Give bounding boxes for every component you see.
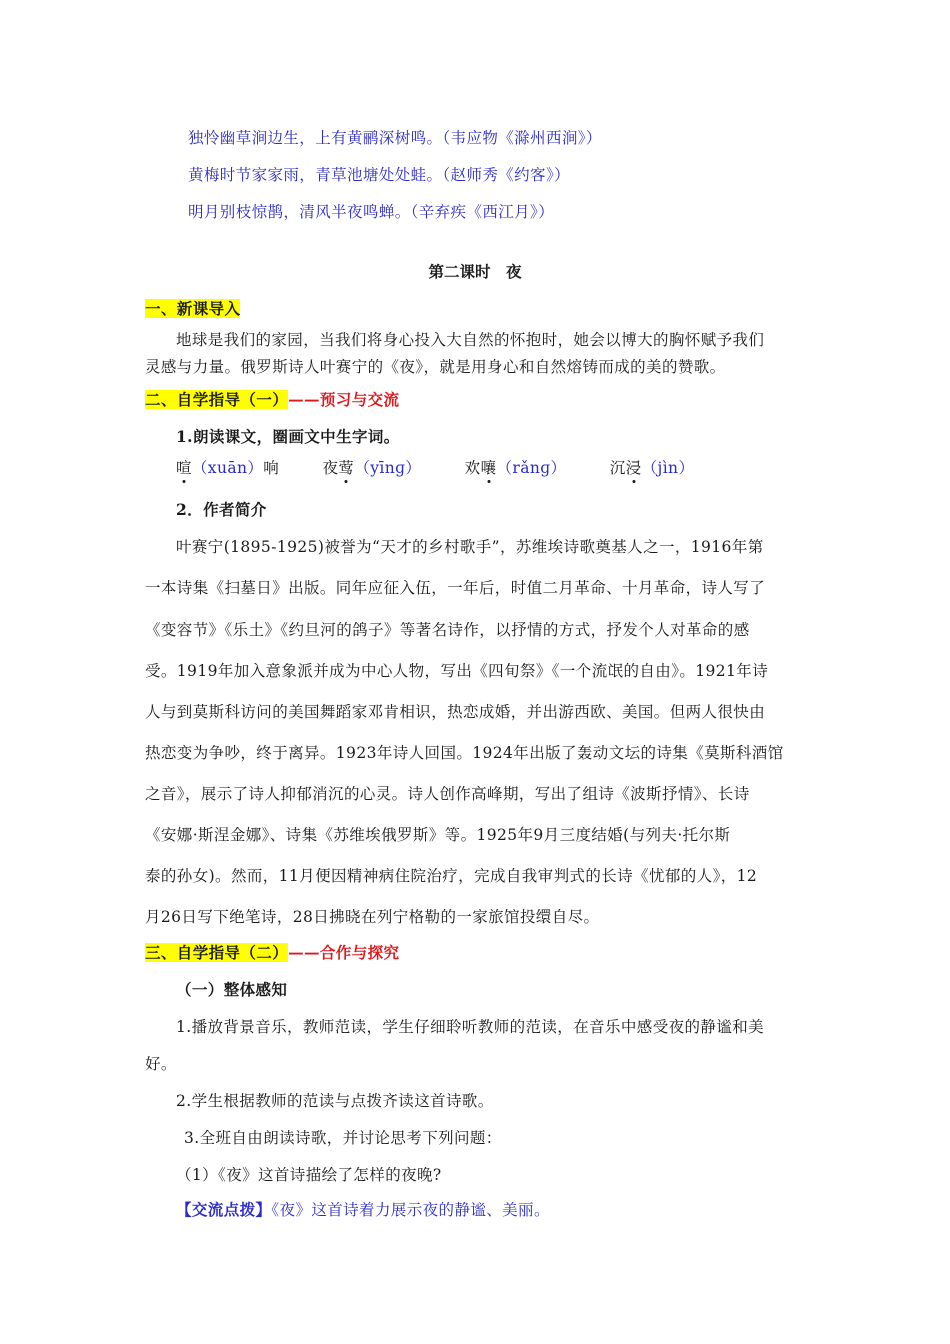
bio-line: 受。1919年加入意象派并成为中心人物，写出《四旬祭》《一个流氓的自由》。1921年诗 [145, 662, 769, 680]
paragraph-line: 地球是我们的家园，当我们将身心投入大自然的怀抱时，她会以博大的胸怀赋予我们 [176, 331, 765, 349]
answer-text: 《夜》这首诗着力展示夜的静谧、美丽。 [271, 1201, 550, 1219]
paragraph-line: 灵感与力量。俄罗斯诗人叶赛宁的《夜》，就是用身心和自然熔铸而成的美的赞歌。 [145, 358, 726, 376]
vocab-word: 欢嚷（rǎnɡ） [464, 459, 567, 477]
vocab-row [176, 456, 856, 478]
vocab-word: 夜莺（yīnɡ） [322, 459, 422, 477]
vocab-word: 沉浸（jìn） [609, 459, 695, 477]
section-heading-text: 三、自学指导（二） [145, 943, 289, 962]
bio-line: 《安娜·斯涅金娜》、诗集《苏维埃俄罗斯》等。1925年9月三度结婚(与列夫·托尔斯 [145, 826, 731, 844]
paragraph-line: 好。 [145, 1055, 177, 1073]
lesson-title: 第二课时 夜 [428, 262, 522, 281]
paragraph-line: 2.学生根据教师的范读与点拨齐读这首诗歌。 [176, 1092, 494, 1110]
poem-line: 独怜幽草涧边生，上有黄鹂深树鸣。（韦应物《滁州西涧》） [188, 129, 602, 147]
list-item: 1.朗读课文，圈画文中生字词。 [176, 427, 400, 446]
bio-line: 《变容节》《乐土》《约旦河的鸽子》等著名诗作，以抒情的方式，抒发个人对革命的感 [145, 621, 750, 639]
question-line: （1）《夜》这首诗描绘了怎样的夜晚? [176, 1166, 442, 1184]
section-heading-text: 二、自学指导（一） [145, 390, 289, 409]
answer-line [176, 1198, 856, 1220]
subsection-heading: （一）整体感知 [176, 980, 288, 999]
section-heading [145, 388, 825, 410]
answer-label: 【交流点拨】 [176, 1200, 272, 1219]
paragraph-line: 1.播放背景音乐，教师范读，学生仔细聆听教师的范读，在音乐中感受夜的静谧和美 [176, 1018, 764, 1036]
section-heading [145, 941, 825, 963]
list-item: 2．作者简介 [176, 500, 267, 519]
bio-line: 叶赛宁(1895-1925)被誉为“天才的乡村歌手”，苏维埃诗歌奠基人之一，1916年第 [176, 538, 764, 556]
section-heading-subtitle: ——预习与交流 [288, 390, 400, 409]
vocab-word: 喧（xuān）响 [176, 459, 280, 477]
section-heading-text: 一、新课导入 [145, 299, 241, 318]
bio-line: 热恋变为争吵，终于离异。1923年诗人回国。1924年出版了轰动文坛的诗集《莫斯科酒馆 [145, 744, 784, 762]
bio-line: 人与到莫斯科访问的美国舞蹈家邓肯相识，热恋成婚，并出游西欧、美国。但两人很快由 [145, 703, 766, 721]
bio-line: 一本诗集《扫墓日》出版。同年应征入伍，一年后，时值二月革命、十月革命，诗人写了 [145, 579, 766, 597]
section-heading [145, 297, 825, 319]
poem-line: 明月别枝惊鹊，清风半夜鸣蝉。（辛弃疾《西江月》） [188, 203, 555, 221]
paragraph-line: 3.全班自由朗读诗歌，并讨论思考下列问题： [184, 1129, 502, 1147]
bio-line: 之音》，展示了诗人抑郁消沉的心灵。诗人创作高峰期，写出了组诗《波斯抒情》、长诗 [145, 785, 750, 803]
section-heading-subtitle: ——合作与探究 [288, 943, 400, 962]
bio-line: 月26日写下绝笔诗，28日拂晓在列宁格勒的一家旅馆投缳自尽。 [145, 908, 600, 926]
bio-line: 泰的孙女)。然而，11月便因精神病住院治疗，完成自我审判式的长诗《忧郁的人》，12 [145, 867, 758, 885]
poem-line: 黄梅时节家家雨，青草池塘处处蛙。（赵师秀《约客》） [188, 166, 571, 184]
